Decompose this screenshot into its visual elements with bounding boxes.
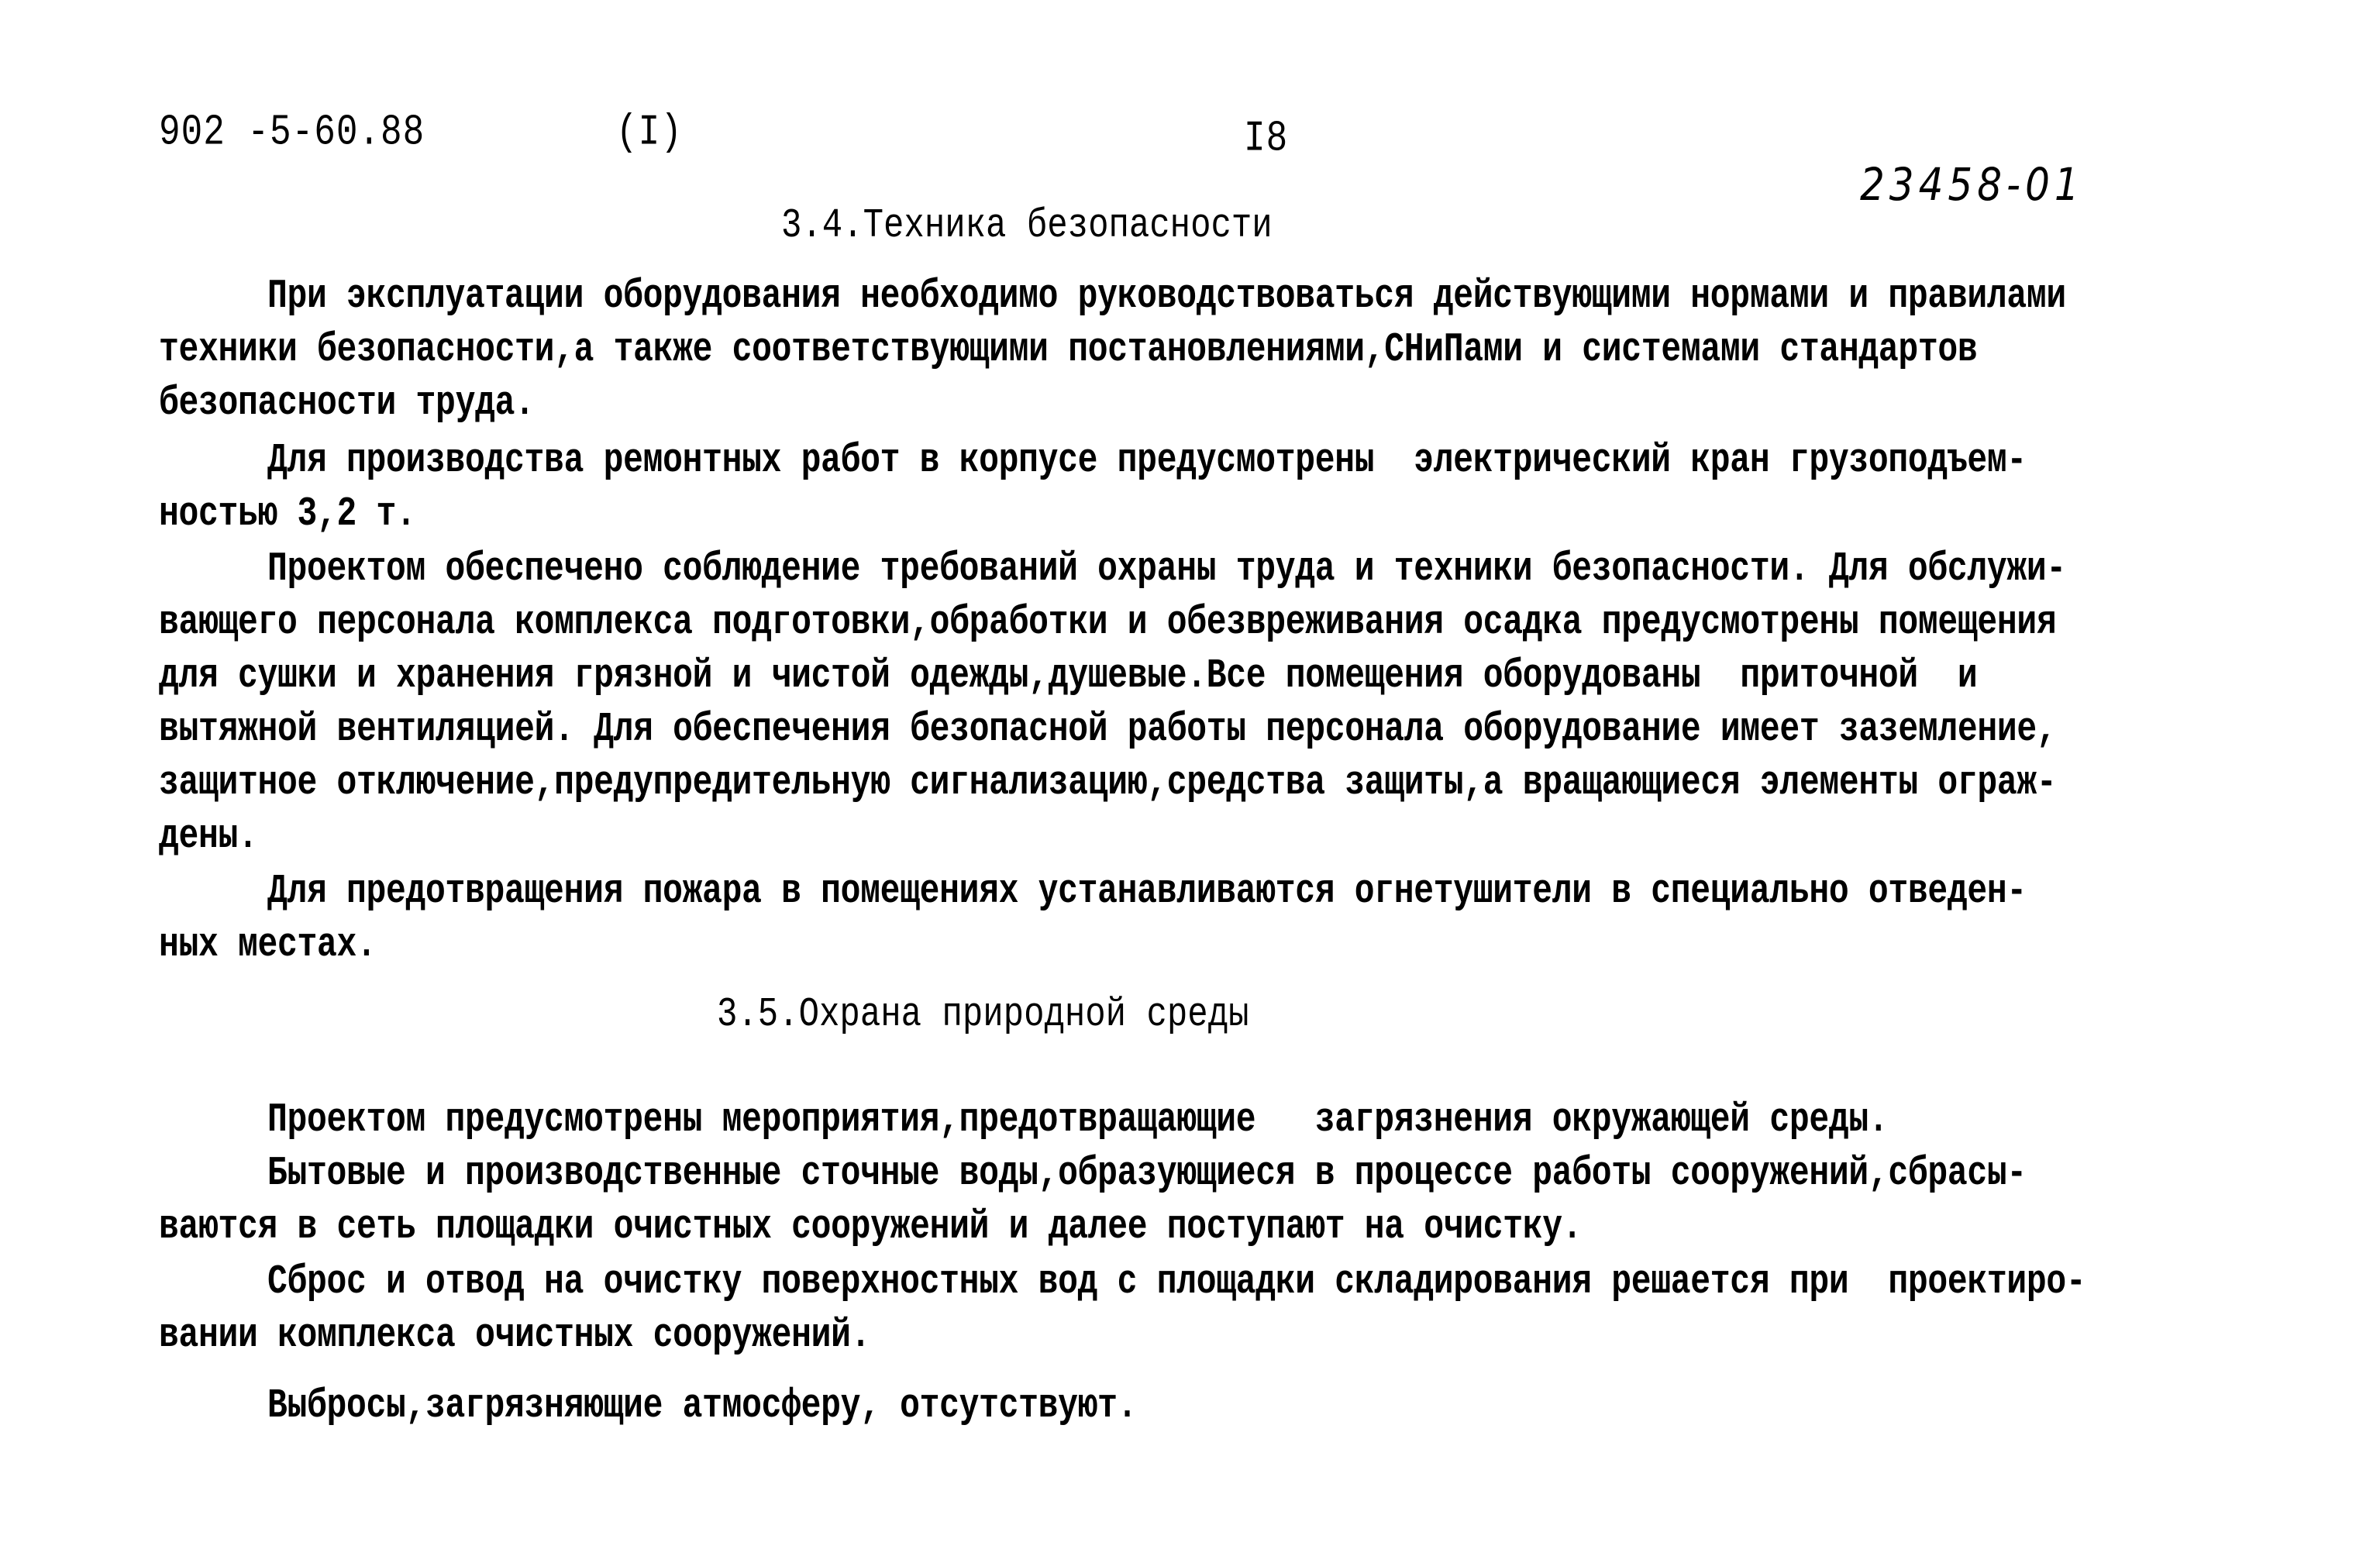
paragraph-line: ных местах.: [159, 921, 377, 968]
paragraph-line: Для производства ремонтных работ в корпусе предусмотрены электрический кран грузоподъем-: [267, 437, 2027, 484]
section-title-3-4: 3.4.Техника безопасности: [781, 203, 1273, 250]
paragraph-line: для сушки и хранения грязной и чистой одежды,душевые.Все помещения оборудованы приточной и: [159, 652, 1978, 699]
paragraph-line: Выбросы,загрязняющие атмосферу, отсутствуют.: [267, 1382, 1138, 1429]
document-part: (I): [616, 108, 683, 157]
document-code: 902 -5-60.88: [159, 108, 425, 157]
handwritten-stamp: 23458-01: [1860, 159, 2084, 211]
paragraph-line: Сброс и отвод на очистку поверхностных вод с площадки складирования решается при проектиро-: [267, 1258, 2086, 1305]
paragraph-line: вающего персонала комплекса подготовки,обработки и обезвреживания осадка предусмотрены помещения: [159, 599, 2057, 645]
paragraph-line: вании комплекса очистных сооружений.: [159, 1312, 871, 1358]
paragraph-line: вытяжной вентиляцией. Для обеспечения безопасной работы персонала оборудование имеет заземление,: [159, 706, 2057, 752]
section-title-3-5: 3.5.Охрана природной среды: [717, 992, 1249, 1038]
paragraph-line: ностью 3,2 т.: [159, 491, 416, 537]
paragraph-line: Для предотвращения пожара в помещениях устанавливаются огнетушители в специально отведен-: [267, 868, 2027, 914]
paragraph-line: Проектом предусмотрены мероприятия,предотвращающие загрязнения окружающей среды.: [267, 1096, 1889, 1143]
page-number: I8: [1244, 115, 1289, 164]
paragraph-line: При эксплуатации оборудования необходимо руководствоваться действующими нормами и правилами: [267, 273, 2066, 319]
paragraph-line: безопасности труда.: [159, 380, 535, 426]
paragraph-line: Бытовые и производственные сточные воды,образующиеся в процессе работы сооружений,сбрасы-: [267, 1150, 2027, 1196]
paragraph-line: Проектом обеспечено соблюдение требований охраны труда и техники безопасности. Для обслужи-: [267, 546, 2066, 592]
paragraph-line: техники безопасности,а также соответствующими постановлениями,СНиПами и системами стандартов: [159, 326, 1978, 373]
paragraph-line: дены.: [159, 813, 258, 859]
paragraph-line: ваются в сеть площадки очистных сооружений и далее поступают на очистку.: [159, 1203, 1583, 1250]
paragraph-line: защитное отключение,предупредительную сигнализацию,средства защиты,а вращающиеся элементы ограж-: [159, 759, 2057, 806]
